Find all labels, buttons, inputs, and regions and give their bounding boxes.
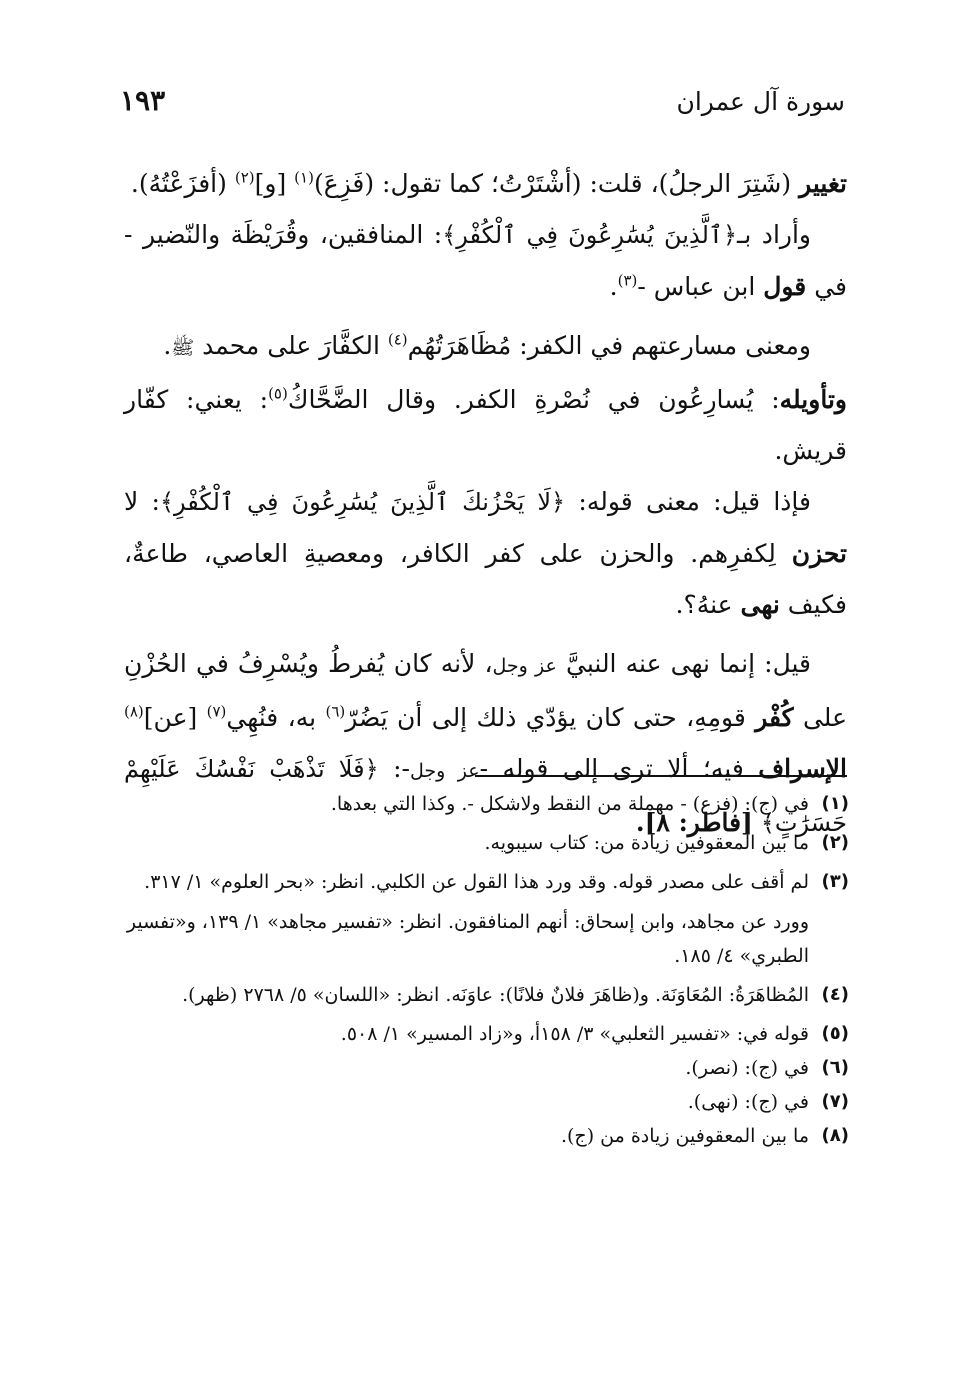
honorific-glyph: ﷺ xyxy=(171,337,195,359)
lead-word: نهى xyxy=(740,590,780,619)
lead-word: الإسراف xyxy=(758,754,847,783)
text-run: لِكفرِهم. والحزن على كفر الكافر، ومعصيةِ العاصي، طاعةٌ، فكيف xyxy=(124,539,847,619)
running-title: سورة آل عمران xyxy=(676,87,845,116)
footnote-4 xyxy=(124,978,849,1012)
footnote-2 xyxy=(124,826,849,860)
footnote-number: (٨) xyxy=(821,1125,849,1146)
footnote-text: قوله في: «تفسير الثعلبي» ٣/ ١٥٨أ، و«زاد المسير» ١/ ٥٠٨. xyxy=(340,1023,809,1045)
honorific-glyph: عز وجل xyxy=(409,760,480,782)
main-text xyxy=(124,158,847,849)
footnote-3 xyxy=(124,865,849,899)
text-run: [عن] xyxy=(143,703,207,732)
surah-reference: [فاطر: ٨]. xyxy=(635,808,753,837)
footnote-5 xyxy=(124,1017,849,1051)
footnote-8 xyxy=(124,1119,849,1153)
paragraph-2 xyxy=(124,209,847,312)
footnote-number: (٧) xyxy=(821,1091,849,1112)
footnotes-section xyxy=(124,787,849,1153)
paragraph-1 xyxy=(124,158,847,209)
footnote-7 xyxy=(124,1085,849,1119)
text-run: . xyxy=(163,331,172,360)
quran-quote: ﴿فَلَا تَذْهَبْ نَفْسُكَ عَلَيْهِمْ حَسَرَٰتٍ﴾ xyxy=(124,755,847,837)
footnote-number: (١) xyxy=(821,793,849,814)
lead-word: تغيير xyxy=(799,169,847,198)
text-run: : يُسارِعُون في نُصْرةِ الكفر. وقال الضَّحَّاكُ xyxy=(287,385,780,414)
text-run: (شَتِرَ الرجلُ)، قلت: (أشْتَرْتُ؛ كما تقول: (فَزِعَ) xyxy=(313,169,800,198)
text-run: قومِهِ، حتى كان يؤدّي ذلك إلى أن يَضُرّ xyxy=(345,703,756,732)
footnote-number: (٥) xyxy=(821,1023,849,1044)
text-run: (أفزَعْتُهُ). xyxy=(130,169,235,198)
text-run: : لا xyxy=(124,487,160,516)
lead-word: وتأويله xyxy=(779,385,847,414)
text-run: : المنافقين، وقُرَيْظَة والنّضير - في xyxy=(124,220,847,301)
paragraph-4 xyxy=(124,374,847,476)
footnote-ref: (٢) xyxy=(234,168,255,187)
honorific-glyph: عز وجل xyxy=(492,655,557,677)
footnote-ref: (٧) xyxy=(206,702,227,721)
lead-word: كُفْر xyxy=(755,703,794,732)
text-run: الكفَّارَ على محمد xyxy=(194,331,388,360)
footnote-text: في (ج): (نهى). xyxy=(687,1091,809,1113)
lead-word: تحزن xyxy=(791,539,847,568)
footnote-number: (٢) xyxy=(821,832,849,853)
text-run: به، فنُهِي xyxy=(226,703,326,732)
footnote-ref: (٣) xyxy=(617,271,638,290)
footnote-text: في (ج): (فزع) - مهملة من النقط ولاشكل -. وكذا التي بعدها. xyxy=(330,793,809,815)
quran-quote: ﴿لَا يَحْزُنكَ ٱلَّذِينَ يُسَٰرِعُونَ فِي ٱلْكُفْرِ﴾ xyxy=(159,488,566,516)
footnote-ref: (٦) xyxy=(325,702,346,721)
footnote-3-continuation: وورد عن مجاهد، وابن إسحاق: أنهم المنافقون. انظر: «تفسير مجاهد» ١/ ١٣٩، و«تفسير الطبري» ٤/ ١٨٥. xyxy=(126,911,809,967)
footnote-text: لم أقف على مصدر قوله. وقد ورد هذا القول عن الكلبي. انظر: «بحر العلوم» ١/ ٣١٧. xyxy=(144,871,809,893)
footnote-number: (٣) xyxy=(821,871,849,892)
text-run: قيل: إنما نهى عنه النبيَّ xyxy=(556,649,812,678)
text-run: . xyxy=(609,272,618,301)
text-run: : يعني: كفّار قريش. xyxy=(124,385,847,465)
text-run: فيه؛ ألا ترى إلى قوله - xyxy=(479,754,759,783)
footnote-text: ما بين المعقوفين زيادة من: كتاب سيبويه. xyxy=(484,832,809,854)
text-run: ابن عباس - xyxy=(637,272,764,301)
footnote-ref: (٨) xyxy=(124,702,144,721)
page-header xyxy=(120,84,845,117)
text-run: ، لأنه كان يُفرطُ ويُسْرِفُ في الحُزْنِ على xyxy=(124,649,847,732)
footnote-text: المُظاهَرَةُ: المُعَاوَنَة. و(ظاهَرَ فلانٌ فلانًا): عاوَنَه. انظر: «اللسان» ٥/ ٢٧٦٨ (ظهر). xyxy=(182,984,809,1006)
footnote-6 xyxy=(124,1051,849,1085)
footnote-number: (٦) xyxy=(821,1057,849,1078)
footnote-1 xyxy=(124,787,849,821)
paragraph-5 xyxy=(124,476,847,630)
footnote-text: ما بين المعقوفين زيادة من (ج). xyxy=(560,1125,809,1147)
paragraph-3 xyxy=(124,320,847,374)
footnote-ref: (٥) xyxy=(268,384,288,403)
text-run: عنهُ؟. xyxy=(675,590,741,619)
text-run: [و] xyxy=(254,169,295,198)
text-run: ومعنى مسارعتهم في الكفر: مُظَاهَرَتُهُم xyxy=(407,331,811,360)
footnote-ref: (١) xyxy=(294,168,314,187)
footnote-ref: (٤) xyxy=(387,330,408,349)
text-run: فإذا قيل: معنى قوله: xyxy=(565,487,811,516)
text-run: -: xyxy=(378,754,410,783)
text-run: وأراد بـ xyxy=(737,220,811,249)
quran-quote: ﴿ٱلَّذِينَ يُسَٰرِعُونَ فِي ٱلْكُفْرِ﴾ xyxy=(442,221,738,249)
footnote-number: (٤) xyxy=(821,984,849,1005)
footnote-divider xyxy=(475,775,847,777)
page-number: ١٩٣ xyxy=(120,84,166,117)
lead-word: قول xyxy=(763,272,807,301)
footnote-text: في (ج): (نصر). xyxy=(685,1057,809,1079)
